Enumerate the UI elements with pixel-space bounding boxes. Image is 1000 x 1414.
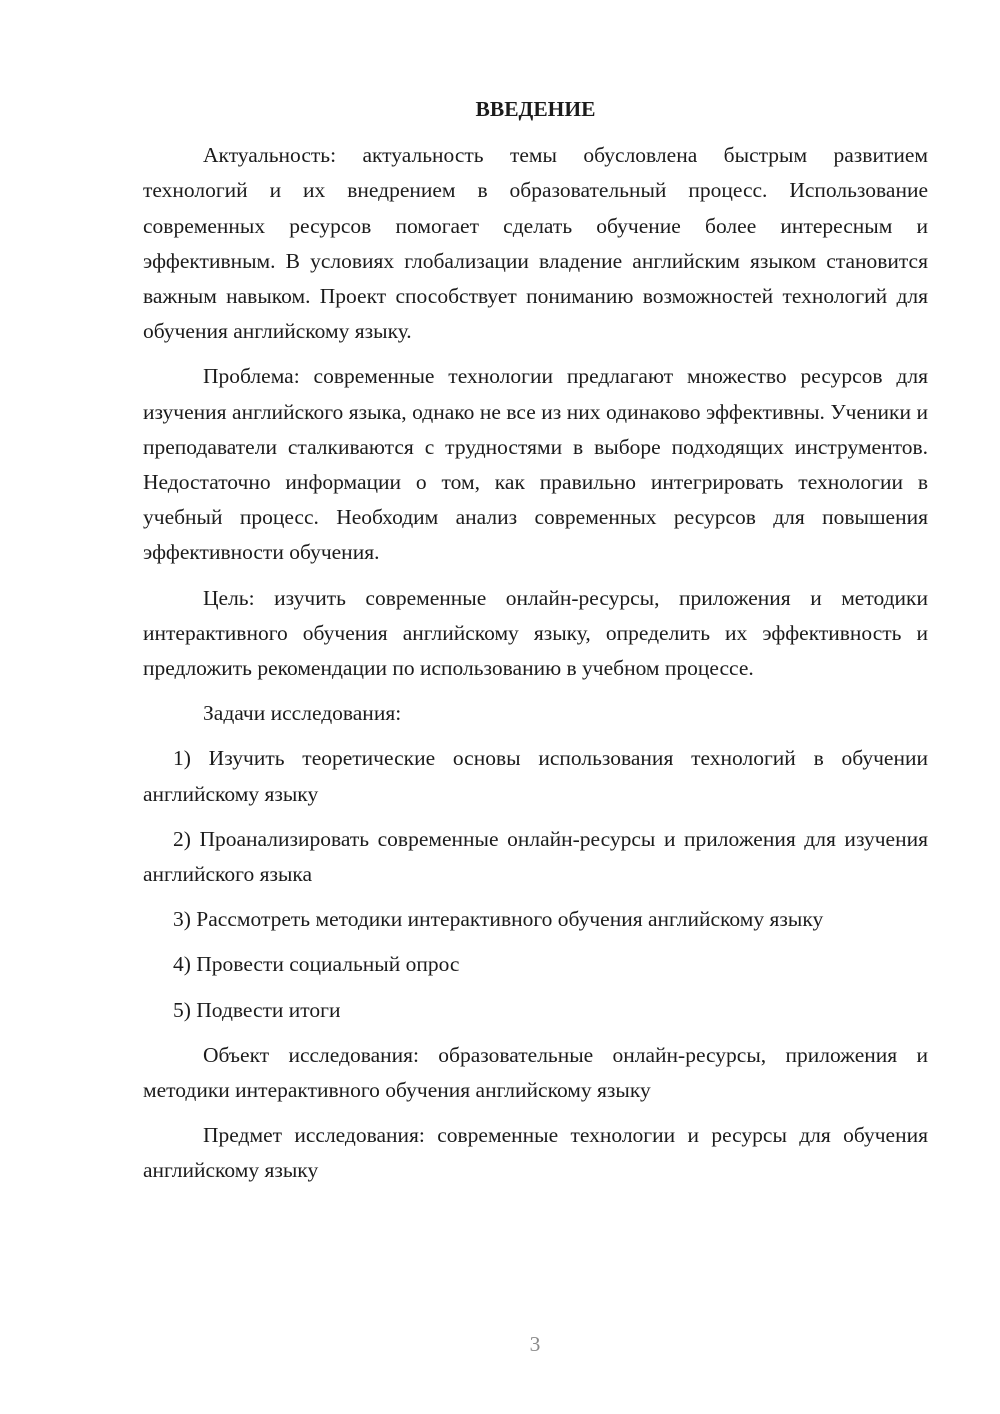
problem-paragraph: Проблема: современные технологии предлагают множество ресурсов для изучения английского языка, однако не все из них одинаково эффективны. Ученики и преподаватели сталкиваются с трудностями в выборе подходящих инструментов. Недостаточно информации о том, как правильно интегрировать технологии в учебный процесс. Необходим анализ современных ресурсов для повышения эффективности обучения. bbox=[143, 364, 928, 565]
task-item: 5) Подвести итоги bbox=[173, 997, 341, 1022]
task-item: 4) Провести социальный опрос bbox=[173, 952, 460, 977]
tasks-heading: Задачи исследования: bbox=[203, 701, 402, 726]
task-item: 2) Проанализировать современные онлайн-ресурсы и приложения для изучения английского языка bbox=[143, 826, 928, 887]
page-title: ВВЕДЕНИЕ bbox=[475, 97, 596, 121]
goal-paragraph: Цель: изучить современные онлайн-ресурсы, приложения и методики интерактивного обучения английскому языку, определить их эффективность и предложить рекомендации по использованию в учебном процессе. bbox=[143, 585, 928, 681]
task-item: 3) Рассмотреть методики интерактивного обучения английскому языку bbox=[173, 907, 824, 932]
subject-paragraph: Предмет исследования: современные технологии и ресурсы для обучения английскому языку bbox=[143, 1123, 928, 1183]
page-number: 3 bbox=[529, 1332, 541, 1356]
task-item: 1) Изучить теоретические основы использования технологий в обучении английскому языку bbox=[143, 746, 928, 806]
relevance-paragraph: Актуальность: актуальность темы обусловлена быстрым развитием технологий и их внедрением в образовательный процесс. Использование современных ресурсов помогает сделать обучение более интересным и эффективным. В условиях глобализации владение английским языком становится важным навыком. Проект способствует пониманию возможностей технологий для обучения английскому языку. bbox=[143, 143, 928, 344]
tasks-list bbox=[143, 741, 928, 1027]
page-body bbox=[143, 92, 928, 1199]
object-paragraph: Объект исследования: образовательные онлайн-ресурсы, приложения и методики интерактивного обучения английскому языку bbox=[143, 1042, 928, 1103]
